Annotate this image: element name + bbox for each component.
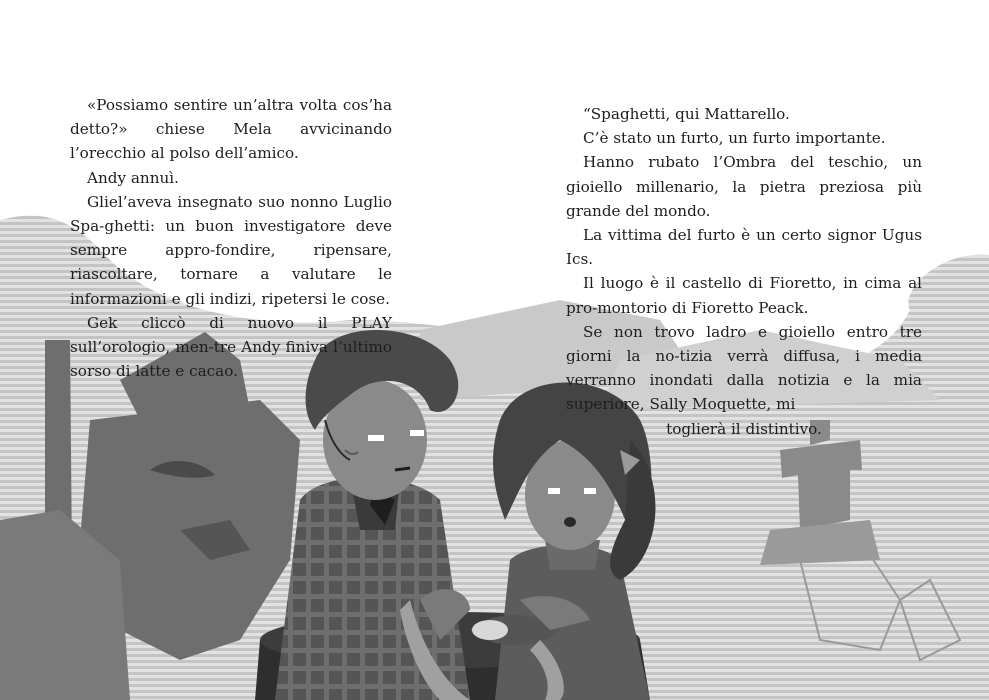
paragraph: Hanno rubato l’Ombra del teschio, un gioiello millenario, la pietra preziosa più grande del mondo. <box>566 153 922 220</box>
paragraph: Il luogo è il castello di Fioretto, in cima al pro-montorio di Fioretto Peack. <box>566 274 922 317</box>
paragraph: Andy annuì. <box>87 168 179 187</box>
paragraph: Gliel’aveva insegnato suo nonno Luglio Spa-ghetti: un buon investigatore deve sempre appro-fondire, ripensare, riascoltare, tornare a valutare le informazioni e gli indizi, ripetersi le cose. <box>70 192 392 308</box>
paragraph: C’è stato un furto, un furto importante. <box>583 129 886 148</box>
paragraph: La vittima del furto è un certo signor Ugus Ics. <box>566 226 922 269</box>
left-text-column <box>70 93 392 383</box>
paragraph: “Spaghetti, qui Mattarello. <box>583 105 790 123</box>
paragraph: Gek cliccò di nuovo il PLAY sull’orologio, men-tre Andy finiva l’ultimo sorso di latte e cacao. <box>70 313 392 381</box>
right-text-column <box>566 102 922 441</box>
paragraph: «Possiamo sentire un’altra volta cos’ha detto?» chiese Mela avvicinando l’orecchio al polso dell’amico. <box>70 96 392 163</box>
paragraph: Se non trovo ladro e gioiello entro tre giorni la no-tizia verrà diffusa, i media verranno inondati dalla notizia e la mia superiore, Sally Moquette, mi <box>566 322 922 414</box>
paragraph-closing-line: toglierà il distintivo. <box>666 419 822 438</box>
